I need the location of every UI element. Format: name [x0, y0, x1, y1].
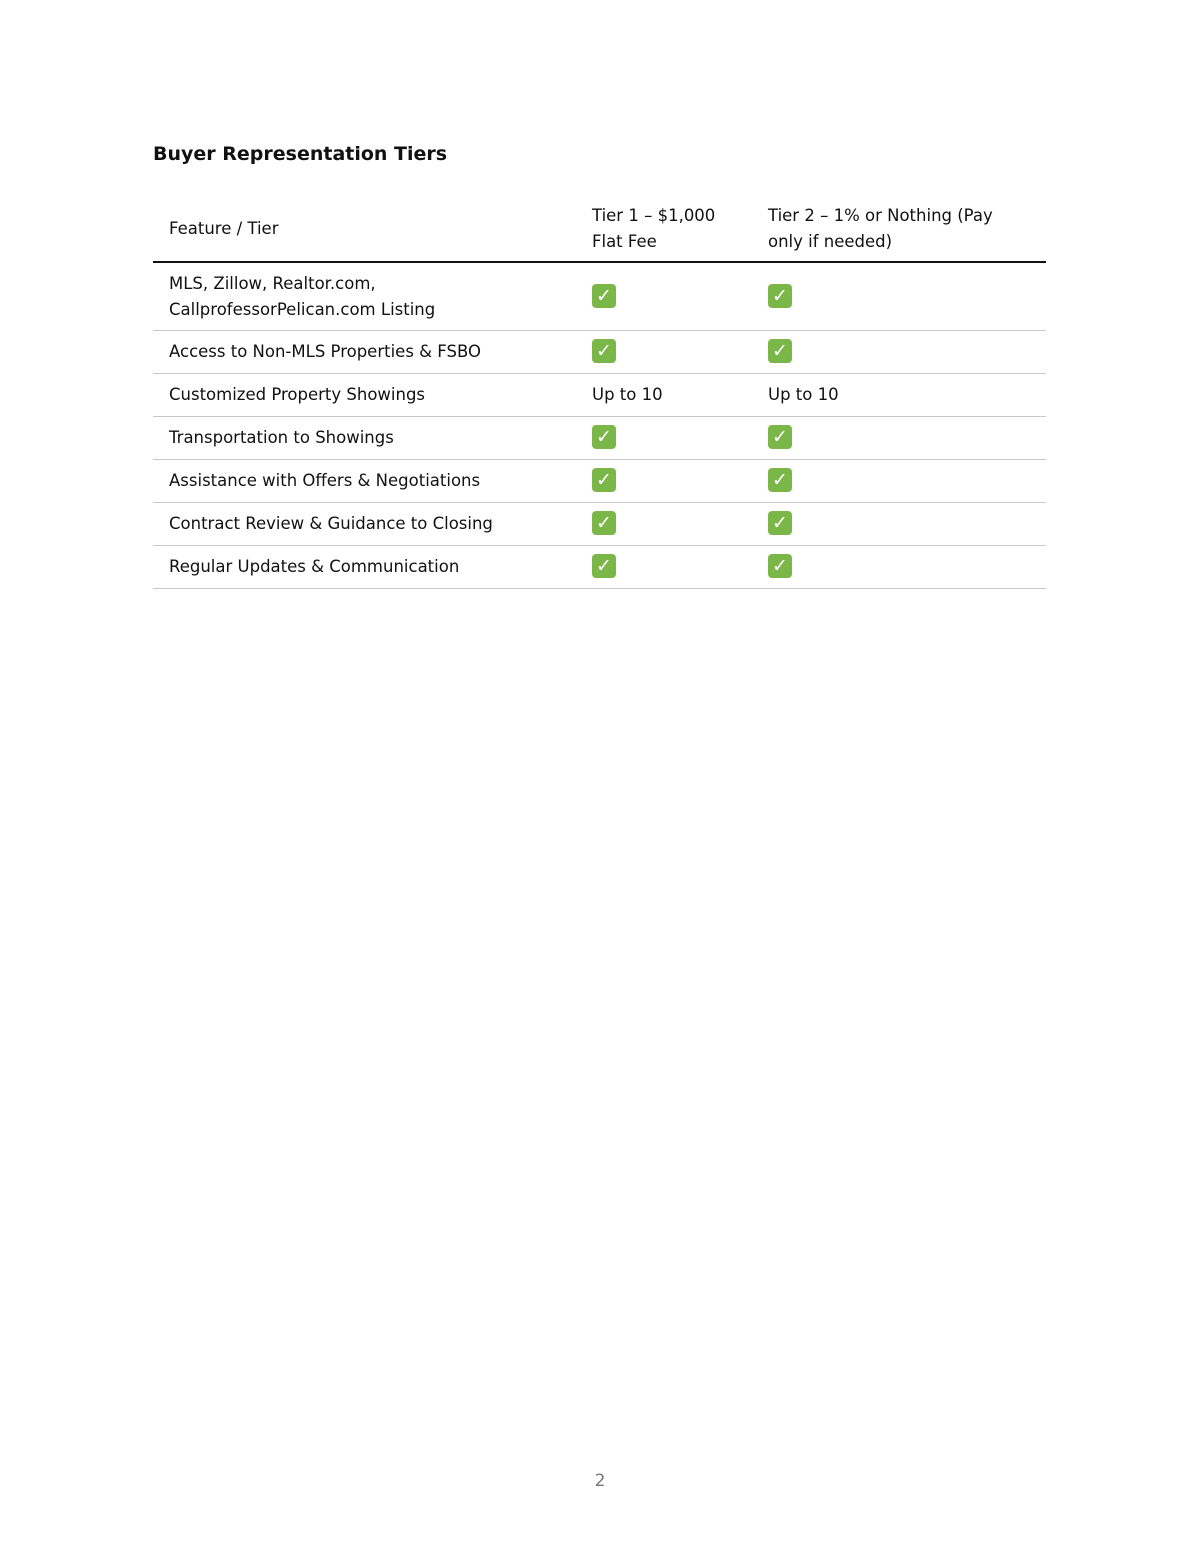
- check-mark-icon: ✓: [592, 339, 616, 363]
- tier2-cell: [752, 331, 1046, 374]
- tier2-cell: [752, 546, 1046, 589]
- feature-cell: Assistance with Offers & Negotiations: [153, 460, 576, 503]
- table-row: [153, 503, 1046, 546]
- tier2-cell: [752, 460, 1046, 503]
- header-tier1: Tier 1 – $1,000 Flat Fee: [576, 197, 752, 262]
- table-row: [153, 417, 1046, 460]
- header-feature: Feature / Tier: [153, 197, 576, 262]
- feature-cell: MLS, Zillow, Realtor.com, CallprofessorPelican.com Listing: [153, 262, 576, 331]
- tier1-cell: [576, 546, 752, 589]
- table-row: [153, 262, 1046, 331]
- tier1-cell: Up to 10: [576, 374, 752, 417]
- feature-cell: Customized Property Showings: [153, 374, 576, 417]
- check-mark-icon: ✓: [592, 468, 616, 492]
- page-number: 2: [594, 1471, 606, 1491]
- check-mark-icon: ✓: [768, 339, 792, 363]
- tier1-cell: [576, 262, 752, 331]
- check-mark-icon: ✓: [592, 425, 616, 449]
- feature-cell: Contract Review & Guidance to Closing: [153, 503, 576, 546]
- table-header-row: [153, 197, 1046, 262]
- feature-cell: Transportation to Showings: [153, 417, 576, 460]
- check-mark-icon: ✓: [768, 284, 792, 308]
- check-mark-icon: ✓: [768, 425, 792, 449]
- check-mark-icon: ✓: [592, 511, 616, 535]
- table-row: [153, 460, 1046, 503]
- table-row: [153, 374, 1046, 417]
- tier2-cell: Up to 10: [752, 374, 1046, 417]
- tier1-cell: [576, 417, 752, 460]
- feature-cell: Access to Non-MLS Properties & FSBO: [153, 331, 576, 374]
- table-row: [153, 546, 1046, 589]
- feature-cell: Regular Updates & Communication: [153, 546, 576, 589]
- check-mark-icon: ✓: [592, 284, 616, 308]
- tier1-cell: [576, 503, 752, 546]
- check-mark-icon: ✓: [592, 554, 616, 578]
- tier2-cell: [752, 262, 1046, 331]
- tier1-cell: [576, 331, 752, 374]
- check-mark-icon: ✓: [768, 511, 792, 535]
- table-row: [153, 331, 1046, 374]
- tiers-table: [153, 197, 1046, 589]
- tier2-cell: [752, 503, 1046, 546]
- check-mark-icon: ✓: [768, 468, 792, 492]
- header-tier2: Tier 2 – 1% or Nothing (Pay only if needed): [752, 197, 1046, 262]
- tier1-cell: [576, 460, 752, 503]
- tier2-cell: [752, 417, 1046, 460]
- section-title: Buyer Representation Tiers: [153, 143, 448, 165]
- check-mark-icon: ✓: [768, 554, 792, 578]
